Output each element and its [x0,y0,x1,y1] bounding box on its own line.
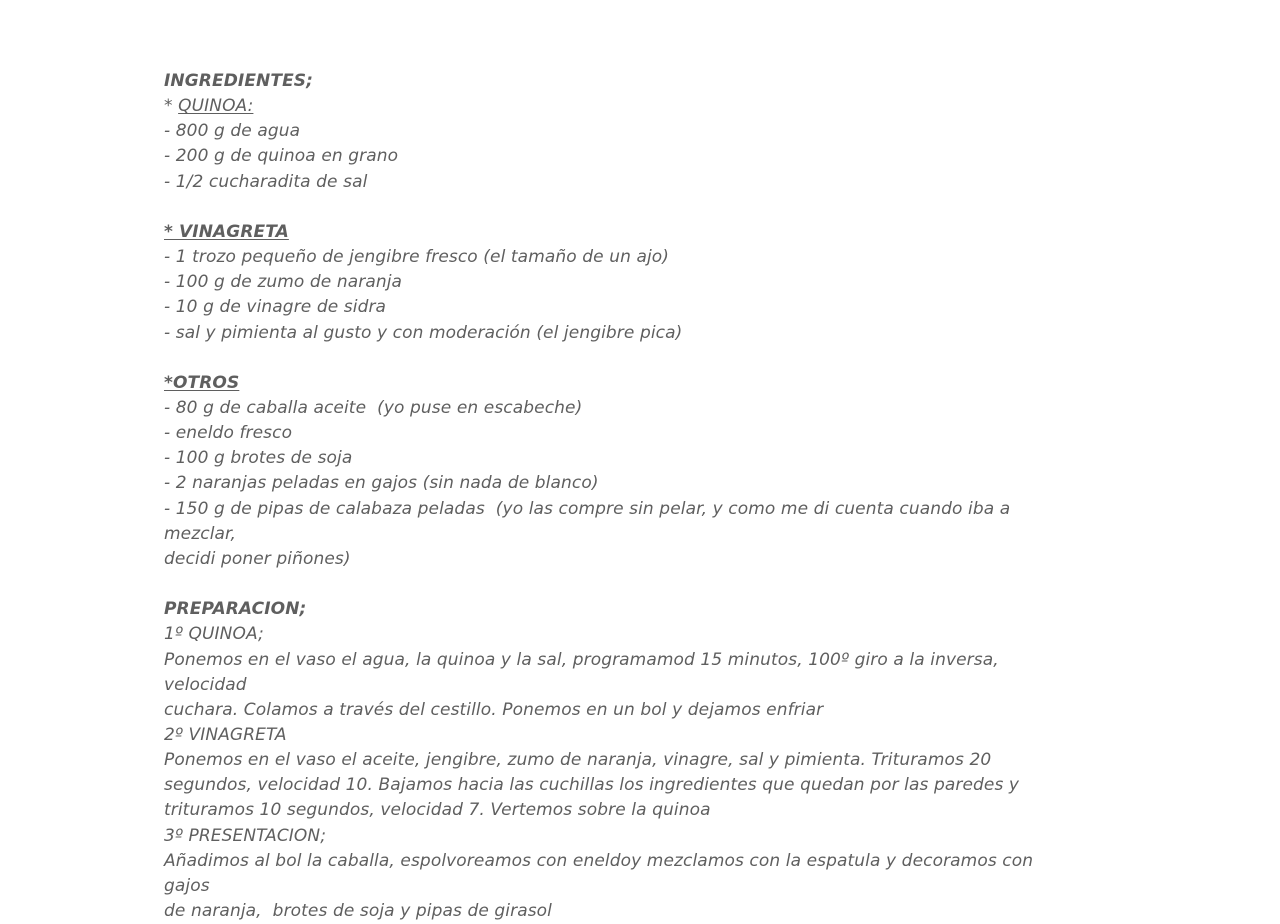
quinoa-prefix: * [164,96,179,117]
step-text: Añadimos al bol la caballa, espolvoreamos con eneldoy mezclamos con la espatula y decoramos con gajos [164,850,1039,896]
step-text: Ponemos en el vaso el aceite, jengibre, zumo de naranja, vinagre, sal y pimienta. Trituramos 20 [164,750,992,771]
quinoa-title: QUINOA: [178,96,254,117]
step-title: 2º VINAGRETA [164,725,287,746]
recipe-document [164,69,1054,924]
preparation-heading: PREPARACION; [164,599,307,620]
step-text: cuchara. Colamos a través del cestillo. Ponemos en un bol y dejamos enfriar [164,699,824,720]
otros-item: - 100 g brotes de soja [164,448,353,469]
quinoa-subheading [164,94,1054,119]
otros-item: - 80 g de caballa aceite (yo puse en escabeche) [164,398,583,418]
otros-item: - eneldo fresco [164,423,293,444]
step-text: segundos, velocidad 10. Bajamos hacia las cuchillas los ingredientes que quedan por las paredes y [164,775,1020,796]
spacer [164,195,1054,220]
step-title: 3º PRESENTACION; [164,825,327,846]
vinagreta-item: - 1 trozo pequeño de jengibre fresco (el tamaño de un ajo) [164,247,670,268]
step-text: Ponemos en el vaso el agua, la quinoa y la sal, programamod 15 minutos, 100º giro a la inversa, velocidad [164,649,1005,695]
quinoa-item: - 200 g de quinoa en grano [164,146,399,167]
quinoa-item: - 1/2 cucharadita de sal [164,171,368,192]
spacer [164,346,1054,371]
step-text: de naranja, brotes de soja y pipas de girasol [164,901,553,922]
otros-item: - 2 naranjas peladas en gajos (sin nada de blanco) [164,473,599,494]
step-title: 1º QUINOA; [164,624,264,645]
spacer [164,572,1054,597]
quinoa-item: - 800 g de agua [164,121,301,142]
otros-subheading: *OTROS [164,372,240,393]
vinagreta-item: - 10 g de vinagre de sidra [164,297,387,318]
otros-item: - 150 g de pipas de calabaza peladas (yo las compre sin pelar, y como me di cuenta cuando iba a mezclar, [164,498,1016,544]
vinagreta-subheading: * VINAGRETA [164,221,289,242]
otros-item: decidi poner piñones) [164,548,351,569]
vinagreta-item: - sal y pimienta al gusto y con moderación (el jengibre pica) [164,322,683,343]
step-text: trituramos 10 segundos, velocidad 7. Vertemos sobre la quinoa [164,800,711,821]
vinagreta-item: - 100 g de zumo de naranja [164,272,403,293]
ingredients-heading: INGREDIENTES; [164,71,314,91]
